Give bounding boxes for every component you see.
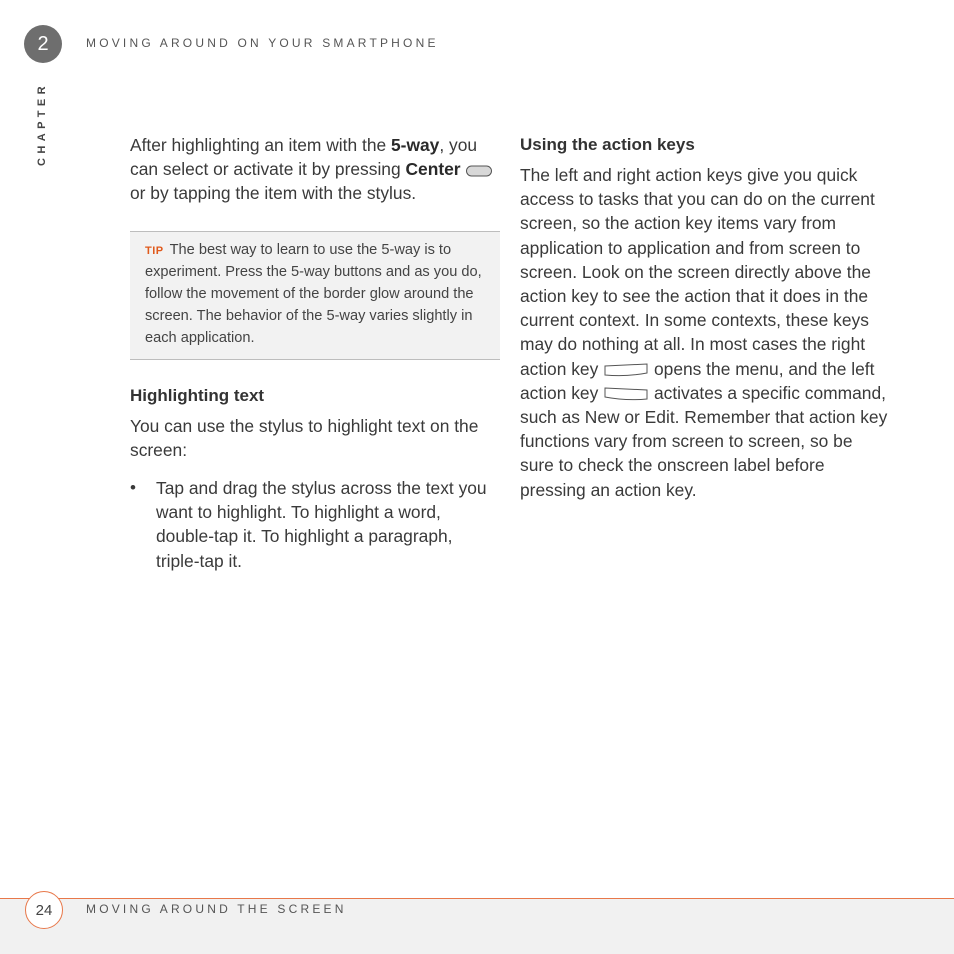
intro-paragraph [130, 133, 500, 206]
page-number-badge [25, 891, 63, 929]
left-action-key-icon [603, 386, 649, 402]
intro-text-3: or by tapping the item with the stylus. [130, 183, 417, 204]
right-action-key-icon [603, 362, 649, 378]
chapter-number-badge [24, 25, 62, 63]
highlighting-heading: Highlighting text [130, 385, 265, 405]
intro-text-2: , you can select or activate it by pressing [130, 135, 478, 180]
footer-divider [0, 898, 954, 899]
action-keys-paragraph [520, 163, 890, 502]
tip-box [130, 231, 500, 360]
bullet-text: Tap and drag the stylus across the text you want to highlight. To highlight a word, double-tap it. To highlight a paragraph, triple-tap it. [156, 478, 487, 571]
center-button-icon [465, 164, 493, 178]
highlighting-paragraph: You can use the stylus to highlight text on the screen: [130, 415, 479, 460]
tip-text: The best way to learn to use the 5-way is to experiment. Press the 5-way buttons and as you do, follow the movement of the border glow around the screen. The behavior of the 5-way varies slightly in each application. [145, 241, 482, 346]
action-keys-text-1: The left and right action keys give you quick access to tasks that you can do on the current screen, so the action key items vary from application to application and from screen to screen. Look on the screen directly above the action key to see the action that it does in the current context. In some contexts, these keys may do nothing at all. In most cases the right action key [520, 165, 875, 379]
tip-label: TIP [145, 244, 164, 257]
action-keys-text-3: activates a specific command, such as New or Edit. Remember that action key functions vary from screen to screen, so be sure to check the onscreen label before pressing an action key. [520, 382, 888, 500]
intro-text-1: After highlighting an item with the [130, 135, 392, 155]
bullet-dot: • [130, 478, 136, 497]
highlighting-section [130, 384, 500, 573]
action-keys-heading: Using the action keys [520, 135, 695, 154]
running-header-title: MOVING AROUND ON YOUR SMARTPHONE [86, 36, 439, 50]
list-item [130, 476, 500, 573]
intro-bold-center: Center [405, 159, 461, 180]
running-footer-title: MOVING AROUND THE SCREEN [86, 902, 347, 916]
chapter-vertical-label: CHAPTER [36, 82, 48, 166]
intro-bold-5way: 5-way [391, 135, 440, 155]
tip-paragraph [145, 240, 487, 350]
chapter-number: 2 [37, 32, 49, 55]
action-keys-text-2: opens the menu, and the left action key [520, 358, 875, 403]
right-column [520, 133, 890, 502]
page-number: 24 [35, 901, 53, 919]
left-column [130, 133, 500, 573]
